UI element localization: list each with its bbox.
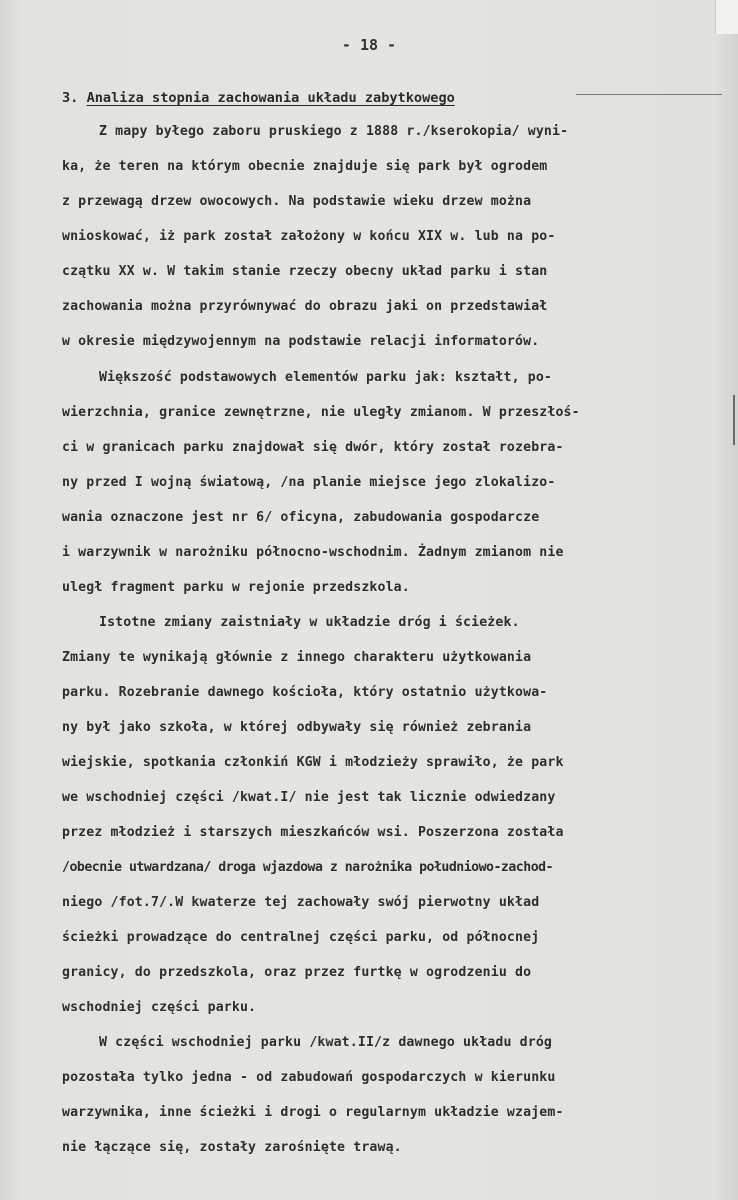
page-number: - 18 - <box>341 36 397 54</box>
text-line: ny był jako szkoła, w której odbywały się również zebrania <box>62 720 532 735</box>
page-corner-tab <box>715 0 738 34</box>
text-line: i warzywnik w narożniku północno-wschodnim. Żadnym zmianom nie <box>62 545 564 560</box>
text-line: Z mapy byłego zaboru pruskiego z 1888 r./kserokopia/ wyni- <box>99 124 569 139</box>
text-line: wiejskie, spotkania członkiń KGW i młodzieży sprawiło, że park <box>62 755 564 770</box>
text-line: granicy, do przedszkola, oraz przez furtkę w ogrodzeniu do <box>62 965 532 980</box>
text-line: Zmiany te wynikają głównie z innego charakteru użytkowania <box>62 650 532 665</box>
text-line: uległ fragment parku w rejonie przedszkola. <box>62 580 410 595</box>
text-line: wierzchnia, granice zewnętrzne, nie uległy zmianom. W przeszłoś- <box>62 405 580 420</box>
text-line: wania oznaczone jest nr 6/ oficyna, zabudowania gospodarcze <box>62 510 540 525</box>
text-line: ka, że teren na którym obecnie znajduje się park był ogrodem <box>62 159 548 174</box>
text-line: w okresie międzywojennym na podstawie relacji informatorów. <box>62 334 540 349</box>
text-line: czątku XX w. W takim stanie rzeczy obecny układ parku i stan <box>62 264 548 279</box>
text-line: ścieżki prowadzące do centralnej części parku, od północnej <box>62 930 540 945</box>
text-line: Większość podstawowych elementów parku jak: kształt, po- <box>99 370 553 385</box>
text-line: /obecnie utwardzana/ droga wjazdowa z narożnika południowo-zachod- <box>62 860 554 875</box>
text-line: parku. Rozebranie dawnego kościoła, który ostatnio użytkowa- <box>62 685 548 700</box>
top-right-rule <box>576 94 722 95</box>
text-line: we wschodniej części /kwat.I/ nie jest tak licznie odwiedzany <box>62 790 556 805</box>
section-number: 3. <box>62 90 79 106</box>
margin-mark <box>733 395 735 445</box>
section-title: Analiza stopnia zachowania układu zabytkowego <box>86 90 455 106</box>
text-line: Istotne zmiany zaistniały w układzie dróg i ścieżek. <box>99 615 520 630</box>
text-line: pozostała tylko jedna - od zabudowań gospodarczych w kierunku <box>62 1070 556 1085</box>
text-line: nie łączące się, zostały zarośnięte trawą. <box>62 1140 402 1155</box>
text-line: warzywnika, inne ścieżki i drogi o regularnym układzie wzajem- <box>62 1105 564 1120</box>
text-line: z przewagą drzew owocowych. Na podstawie wieku drzew można <box>62 194 532 209</box>
text-line: przez młodzież i starszych mieszkańców wsi. Poszerzona została <box>62 825 564 840</box>
text-line: ny przed I wojną światową, /na planie miejsce jego zlokalizo- <box>62 475 556 490</box>
text-line: wschodniej części parku. <box>62 1000 257 1015</box>
text-line: niego /fot.7/.W kwaterze tej zachowały swój pierwotny układ <box>62 895 540 910</box>
section-heading <box>62 90 455 106</box>
text-line: zachowania można przyrównywać do obrazu jaki on przedstawiał <box>62 299 548 314</box>
text-line: ci w granicach parku znajdował się dwór, który został rozebra- <box>62 440 564 455</box>
text-line: wnioskować, iż park został założony w końcu XIX w. lub na po- <box>62 229 556 244</box>
text-line: W części wschodniej parku /kwat.II/z dawnego układu dróg <box>99 1035 553 1050</box>
